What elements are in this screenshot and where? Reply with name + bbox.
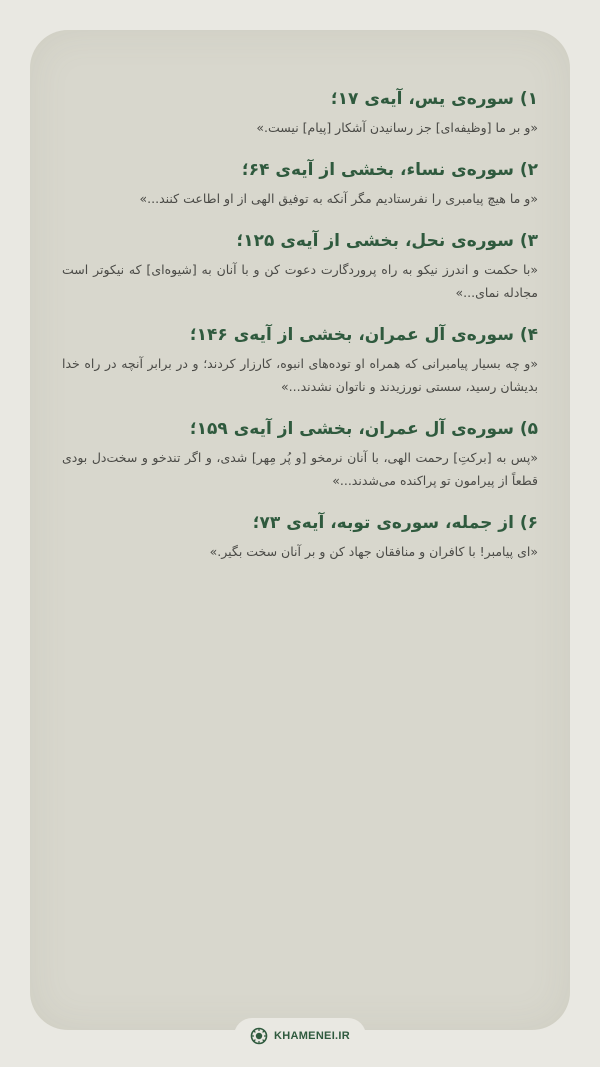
verse-item xyxy=(62,510,538,563)
verse-title: ۳) سوره‌ی نحل، بخشی از آیه‌ی ۱۲۵؛ xyxy=(236,231,538,251)
verse-list xyxy=(62,86,538,581)
verse-title: ۲) سوره‌ی نساء، بخشی از آیه‌ی ۶۴؛ xyxy=(241,160,538,180)
verse-item xyxy=(62,228,538,304)
khamenei-emblem-icon xyxy=(250,1027,268,1045)
verse-item xyxy=(62,416,538,492)
verse-text: «و بر ما [وظیفه‌ای] جز رسانیدن آشکار [پیام] نیست.» xyxy=(256,120,538,135)
verse-title: ۱) سوره‌ی یس، آیه‌ی ۱۷؛ xyxy=(330,89,538,109)
verse-title: ۴) سوره‌ی آل عمران، بخشی از آیه‌ی ۱۴۶؛ xyxy=(189,325,538,345)
verse-text: «پس به [برکتِ] رحمت الهی، با آنان نرمخو [و پُر مِهر] شدی، و اگر تندخو و سخت‌دل بودی قطعاً از پیرامون تو پراکنده می‌شدند...» xyxy=(62,450,538,488)
verse-item xyxy=(62,157,538,210)
brand-label: KHAMENEI.IR xyxy=(273,1030,351,1042)
verse-item xyxy=(62,86,538,139)
verse-text: «و ما هیچ پیامبری را نفرستادیم مگر آنکه به توفیق الهی از او اطاعت کنند...» xyxy=(139,191,538,206)
verse-text: «ای پیامبر! با کافران و منافقان جهاد کن و بر آنان سخت بگیر.» xyxy=(209,544,538,559)
footer-brand-badge[interactable] xyxy=(234,1018,366,1054)
verse-title: ۶) از جمله، سوره‌ی توبه، آیه‌ی ۷۳؛ xyxy=(252,513,538,533)
verse-item xyxy=(62,322,538,398)
verse-title: ۵) سوره‌ی آل عمران، بخشی از آیه‌ی ۱۵۹؛ xyxy=(189,419,538,439)
verse-text: «با حکمت و اندرز نیکو به راه پروردگارت دعوت کن و با آنان به [شیوه‌ای] که نیکوتر است مجادله نمای...» xyxy=(62,262,538,300)
verse-text: «و چه بسیار پیامبرانی که همراه او توده‌های انبوه، کارزار کردند؛ و در برابر آنچه در راه خدا بدیشان رسید، سستی نورزیدند و ناتوان نشدند...» xyxy=(62,356,538,394)
